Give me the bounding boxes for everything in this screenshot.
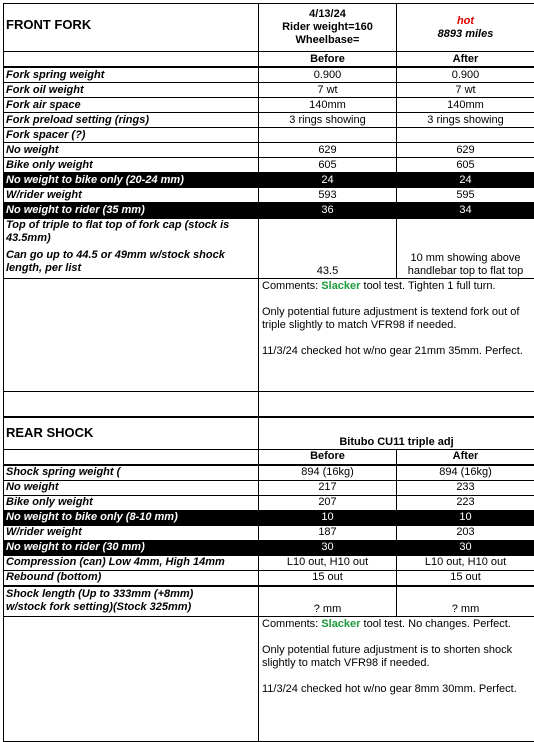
shock-row-label: Bike only weight [4,495,259,510]
fork-row-label: No weight [4,143,259,158]
fork-row-label: No weight to bike only (20-24 mm) [4,173,259,188]
fork-row-after: 34 [397,203,534,218]
fork-triple-after-line: 10 mm showing above [399,252,532,265]
fork-row-before: 0.900 [259,68,397,83]
fork-row [4,83,534,98]
comment-text: 11/3/24 checked hot w/no gear 21mm 35mm. Perfect. [262,345,531,358]
section-gap [3,392,534,416]
shock-comments [259,616,534,741]
shock-row-label: Shock spring weight ( [4,465,259,480]
shock-row-label: No weight to bike only (8-10 mm) [4,510,259,525]
shock-row-before: 15 out [259,570,397,585]
shock-row [4,510,534,525]
fork-rider-weight: Rider weight=160 [261,21,394,34]
fork-row-before: 36 [259,203,397,218]
shock-row [4,570,534,585]
fork-row [4,113,534,128]
shock-row-label: No weight [4,480,259,495]
fork-row-after: 595 [397,188,534,203]
shock-lower-table [3,586,534,742]
shock-rows-table [3,465,534,586]
fork-row [4,98,534,113]
fork-comment-blank [4,279,259,392]
shock-row-label: No weight to rider (30 mm) [4,540,259,555]
fork-row-label: W/rider weight [4,188,259,203]
comment-text: 11/3/24 checked hot w/no gear 8mm 30mm. Perfect. [262,683,531,696]
fork-row-before: 605 [259,158,397,173]
comment-text: tool test. No changes. Perfect. [360,618,510,630]
fork-row-after: 24 [397,173,534,188]
fork-row [4,173,534,188]
shock-col-before: Before [259,449,397,464]
fork-triple-label-line: length, per list [6,262,256,275]
shock-row-before: 30 [259,540,397,555]
fork-header-row [4,4,534,52]
fork-row-label: Fork spring weight [4,68,259,83]
fork-row-after [397,128,534,143]
fork-triple-label-line: Top of triple to flat top of fork cap (stock is [6,219,256,232]
fork-rows-table [3,67,534,218]
shock-row [4,465,534,480]
shock-row [4,540,534,555]
fork-triple-label [4,219,259,279]
fork-row-after: 3 rings showing [397,113,534,128]
shock-length-label-line: Shock length (Up to 333mm (+8mm) [6,588,256,601]
shock-row [4,480,534,495]
fork-columns-row [4,52,534,67]
fork-comments [259,279,534,392]
fork-triple-before: 43.5 [259,219,397,279]
spreadsheet [3,3,534,742]
fork-row-label: Fork preload setting (rings) [4,113,259,128]
fork-row-before: 629 [259,143,397,158]
shock-row-label: Rebound (bottom) [4,570,259,585]
fork-comment-row [4,279,534,392]
fork-row [4,158,534,173]
fork-row-label: Fork oil weight [4,83,259,98]
shock-row-after: 894 (16kg) [397,465,534,480]
fork-row [4,128,534,143]
fork-row-before: 140mm [259,98,397,113]
fork-triple-row [4,219,534,279]
shock-length-after: ? mm [397,586,534,616]
fork-hot-label: hot [399,15,532,28]
shock-model: Bitubo CU11 triple adj [259,417,534,449]
fork-title: FRONT FORK [4,4,259,52]
shock-row-after: 233 [397,480,534,495]
shock-col-after: After [397,449,534,464]
fork-col-after: After [397,52,534,67]
shock-comment-blank [4,616,259,741]
shock-row [4,555,534,570]
fork-triple-after [397,219,534,279]
fork-row-after: 140mm [397,98,534,113]
shock-row-before: 217 [259,480,397,495]
fork-row-label: Bike only weight [4,158,259,173]
fork-row-label: No weight to rider (35 mm) [4,203,259,218]
fork-row-after: 0.900 [397,68,534,83]
shock-row-after: L10 out, H10 out [397,555,534,570]
shock-row-after: 223 [397,495,534,510]
fork-row [4,143,534,158]
shock-row-after: 30 [397,540,534,555]
shock-row-before: 894 (16kg) [259,465,397,480]
fork-row [4,68,534,83]
fork-miles: 8893 miles [399,28,532,41]
fork-triple-label-line: Can go up to 44.5 or 49mm w/stock shock [6,249,256,262]
fork-row-after: 7 wt [397,83,534,98]
fork-wheelbase: Wheelbase= [261,34,394,47]
fork-status-cell [397,4,534,52]
shock-row-label: Compression (can) Low 4mm, High 14mm [4,555,259,570]
comment-prefix: Comments: [262,618,321,630]
comment-text: tool test. Tighten 1 full turn. [360,280,495,292]
fork-row [4,203,534,218]
slacker-label: Slacker [321,618,360,630]
shock-length-label [4,586,259,616]
shock-row-label: W/rider weight [4,525,259,540]
fork-lower-table [3,218,534,392]
fork-row-after: 629 [397,143,534,158]
fork-date: 4/13/24 [261,8,394,21]
shock-length-before: ? mm [259,586,397,616]
shock-header-row [4,417,534,449]
shock-row-after: 203 [397,525,534,540]
fork-row-after: 605 [397,158,534,173]
shock-row-before: 207 [259,495,397,510]
shock-row-before: 10 [259,510,397,525]
fork-row-before [259,128,397,143]
shock-length-row [4,586,534,616]
fork-col-before: Before [259,52,397,67]
shock-comment-row [4,616,534,741]
fork-row-before: 593 [259,188,397,203]
fork-info-cell [259,4,397,52]
shock-row-after: 10 [397,510,534,525]
fork-triple-label-line: 43.5mm) [6,232,256,245]
shock-header-table [3,416,534,465]
suspension-table [3,3,534,67]
shock-row [4,495,534,510]
fork-row-before: 7 wt [259,83,397,98]
comment-prefix: Comments: [262,280,321,292]
fork-row-label: Fork air space [4,98,259,113]
shock-row-before: L10 out, H10 out [259,555,397,570]
shock-row-before: 187 [259,525,397,540]
fork-row-before: 24 [259,173,397,188]
fork-column-blank [4,52,259,67]
comment-text: Only potential future adjustment is to shorten shock slightly to match VFR98 if needed. [262,644,531,670]
fork-triple-after-line: handlebar top to flat top [399,265,532,278]
fork-row-label: Fork spacer (?) [4,128,259,143]
slacker-label: Slacker [321,280,360,292]
shock-length-label-line: w/stock fork setting)(Stock 325mm) [6,601,256,614]
shock-title: REAR SHOCK [4,417,259,449]
shock-columns-row [4,449,534,464]
shock-column-blank [4,449,259,464]
comment-text: Only potential future adjustment is textend fork out of triple slightly to match VFR98 if needed. [262,306,531,332]
fork-row-before: 3 rings showing [259,113,397,128]
fork-row [4,188,534,203]
shock-row-after: 15 out [397,570,534,585]
shock-row [4,525,534,540]
